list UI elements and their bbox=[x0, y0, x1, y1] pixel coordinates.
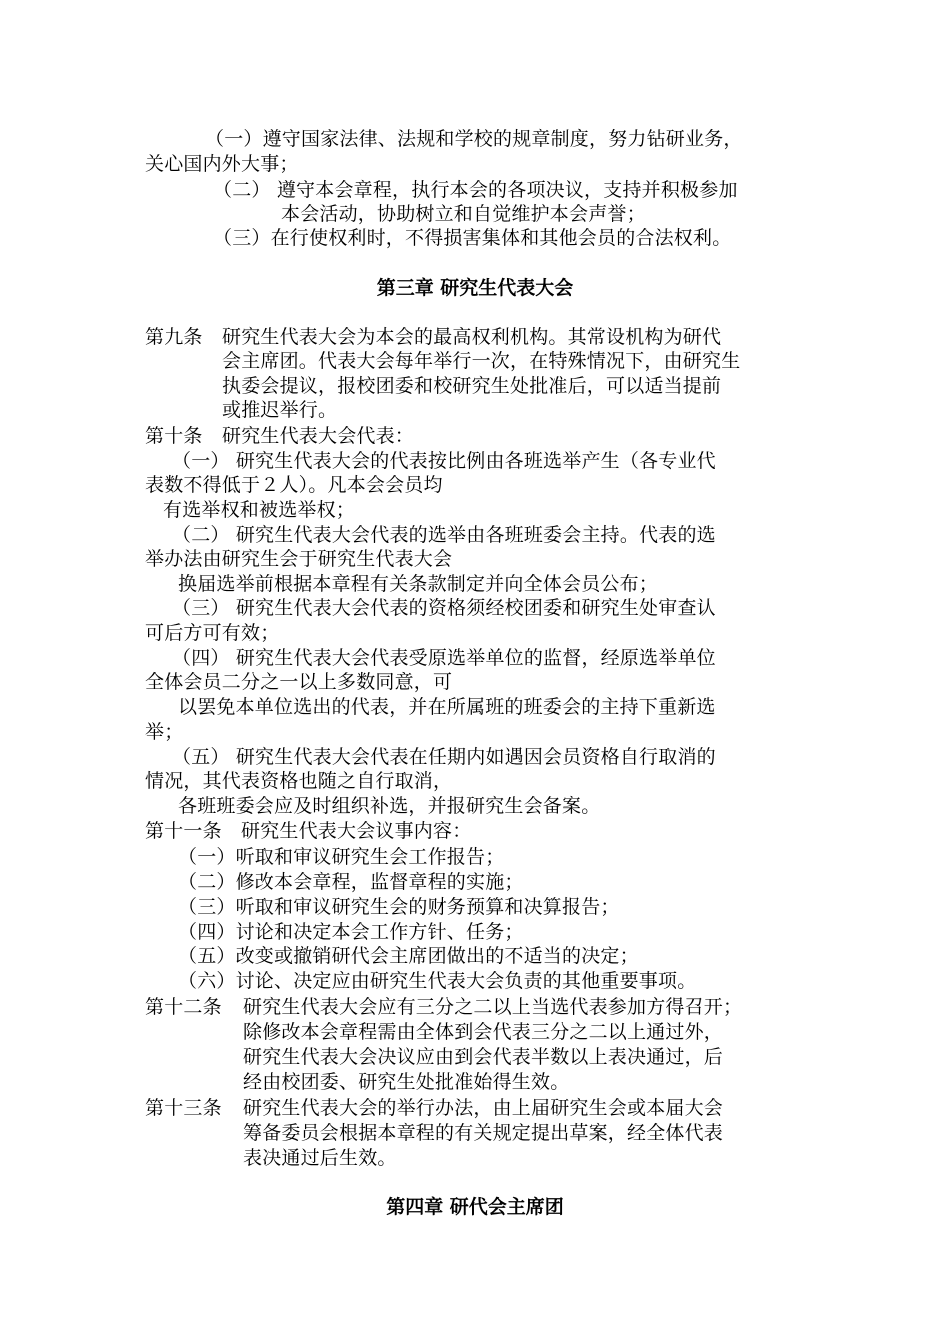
article-10-text: 研究生代表大会代表： bbox=[222, 425, 415, 447]
article-10-line-9: （四） 研究生代表大会代表受原选举单位的监督，经原选举单位 bbox=[172, 647, 716, 669]
article-11-item-1: （一）听取和审议研究生会工作报告； bbox=[178, 846, 505, 868]
article-9-line-2: 会主席团。代表大会每年举行一次，在特殊情况下，由研究生 bbox=[222, 350, 741, 372]
article-10-line-2: 表数不得低于２人）。凡本会会员均 bbox=[145, 474, 443, 496]
article-10-line-6: 换届选举前根据本章程有关条款制定并向全体会员公布； bbox=[178, 573, 659, 595]
article-13-line-1: 研究生代表大会的举行办法，由上届研究生会或本届大会 bbox=[243, 1097, 724, 1119]
article-9-line-4: 或推迟举行。 bbox=[222, 399, 338, 421]
article-13-line-2: 筹备委员会根据本章程的有关规定提出草案，经全体代表 bbox=[243, 1122, 724, 1144]
article-12-line-2: 除修改本会章程需由全体到会代表三分之二以上通过外， bbox=[243, 1021, 724, 1043]
article-10-line-12: 举； bbox=[145, 721, 184, 743]
article-10-line-13: （五） 研究生代表大会代表在任期内如遇因会员资格自行取消的 bbox=[172, 746, 716, 768]
article-11-label: 第十一条 bbox=[145, 820, 222, 842]
article-9-label: 第九条 bbox=[145, 326, 203, 348]
article-10-line-4: （二） 研究生代表大会代表的选举由各班班委会主持。代表的选 bbox=[172, 524, 716, 546]
article-11-item-3: （三）听取和审议研究生会的财务预算和决算报告； bbox=[178, 896, 620, 918]
obligation-3-line-1: （三）在行使权利时，不得损害集体和其他会员的合法权利。 bbox=[213, 227, 732, 249]
obligation-2-line-1: （二） 遵守本会章程，执行本会的各项决议，支持并积极参加 bbox=[213, 179, 738, 201]
article-10-line-14: 情况，其代表资格也随之自行取消， bbox=[145, 770, 453, 792]
article-11-item-6: （六）讨论、决定应由研究生代表大会负责的其他重要事项。 bbox=[178, 970, 697, 992]
article-12-line-3: 研究生代表大会决议应由到会代表半数以上表决通过，后 bbox=[243, 1046, 724, 1068]
article-9-line-3: 执委会提议，报校团委和校研究生处批准后，可以适当提前 bbox=[222, 375, 722, 397]
article-13-label: 第十三条 bbox=[145, 1097, 222, 1119]
article-11-text: 研究生代表大会议事内容： bbox=[241, 820, 472, 842]
article-10-line-5: 举办法由研究生会于研究生代表大会 bbox=[145, 548, 453, 570]
article-11-item-5: （五）改变或撤销研代会主席团做出的不适当的决定； bbox=[178, 945, 639, 967]
article-12-line-4: 经由校团委、研究生处批准始得生效。 bbox=[243, 1071, 570, 1093]
article-10-line-10: 全体会员二分之一以上多数同意，可 bbox=[145, 671, 453, 693]
article-9-line-1: 研究生代表大会为本会的最高权利机构。其常设机构为研代 bbox=[222, 326, 722, 348]
obligation-1-line-2: 关心国内外大事； bbox=[145, 153, 299, 175]
article-12-line-1: 研究生代表大会应有三分之二以上当选代表参加方得召开； bbox=[243, 996, 743, 1018]
article-13-line-3: 表决通过后生效。 bbox=[243, 1147, 397, 1169]
article-12-label: 第十二条 bbox=[145, 996, 222, 1018]
article-10-line-11: 以罢免本单位选出的代表，并在所属班的班委会的主持下重新选 bbox=[178, 696, 716, 718]
article-10-label: 第十条 bbox=[145, 425, 203, 447]
obligation-2-line-2: 本会活动，协助树立和自觉维护本会声誉； bbox=[281, 203, 646, 225]
article-11-item-2: （二）修改本会章程，监督章程的实施； bbox=[178, 871, 524, 893]
article-10-line-7: （三） 研究生代表大会代表的资格须经校团委和研究生处审查认 bbox=[172, 597, 716, 619]
chapter-3-heading: 第三章 研究生代表大会 bbox=[376, 277, 574, 299]
article-10-line-1: （一） 研究生代表大会的代表按比例由各班选举产生（各专业代 bbox=[172, 450, 716, 472]
article-10-line-15: 各班班委会应及时组织补选，并报研究生会备案。 bbox=[178, 795, 601, 817]
article-10-line-8: 可后方可有效； bbox=[145, 622, 280, 644]
article-10-line-3: 有选举权和被选举权； bbox=[163, 499, 356, 521]
obligation-1-line-1: （一）遵守国家法律、法规和学校的规章制度，努力钻研业务， bbox=[205, 128, 743, 150]
chapter-4-heading: 第四章 研代会主席团 bbox=[386, 1196, 564, 1218]
article-11-item-4: （四）讨论和决定本会工作方针、任务； bbox=[178, 921, 524, 943]
